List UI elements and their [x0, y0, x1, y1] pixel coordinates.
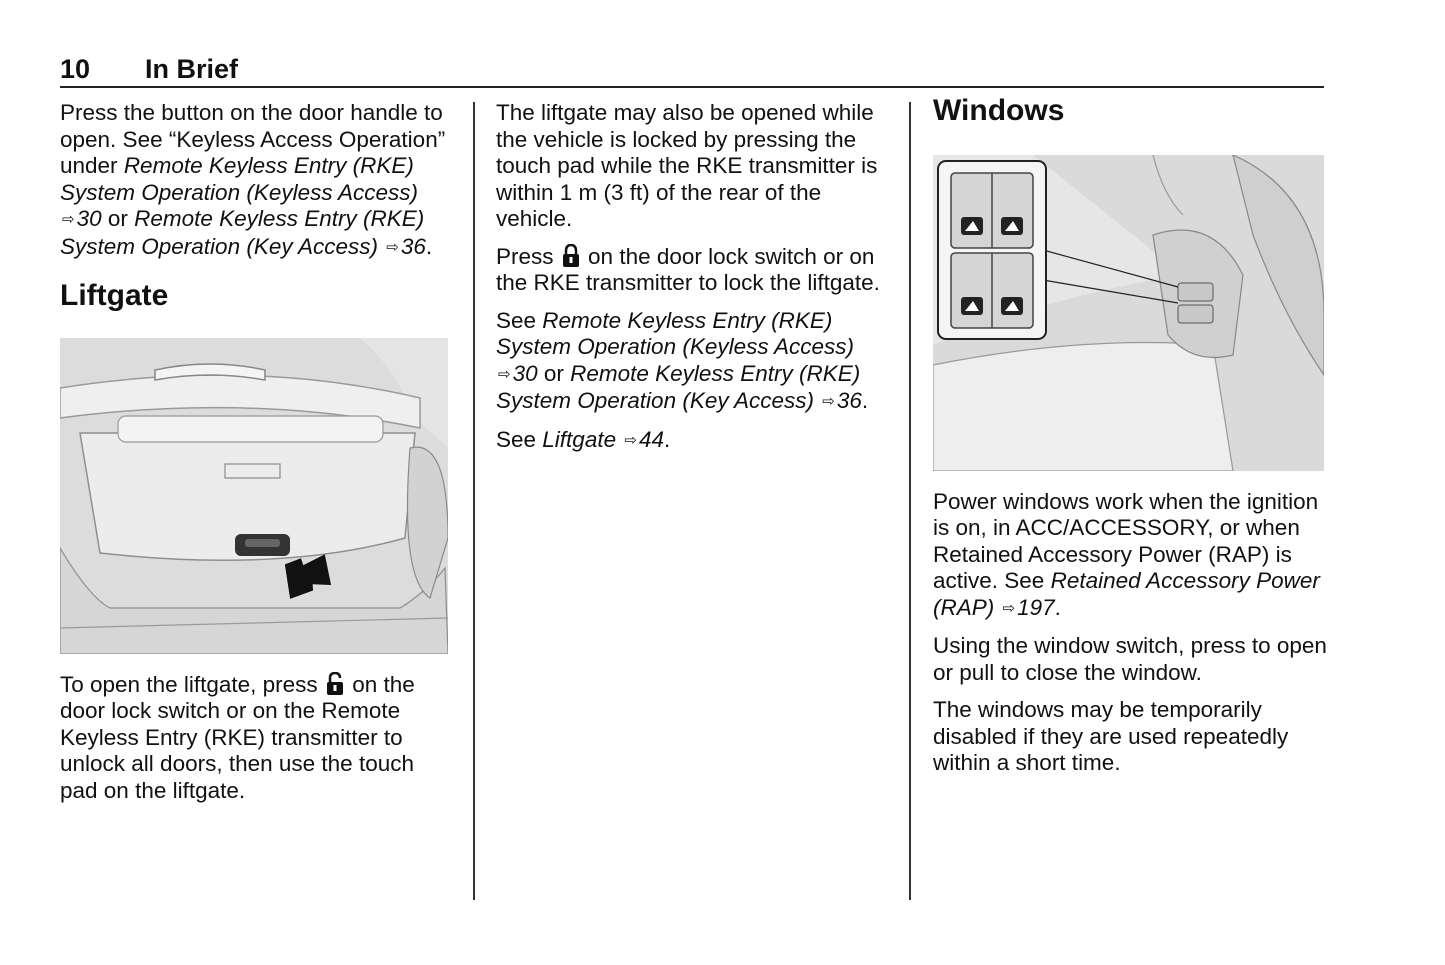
xref-page-44[interactable]: 44 — [638, 426, 664, 452]
paragraph-liftgate-locked: The liftgate may also be opened while the vehicle is locked by pressing the touch pad while the RKE transmitter is within 1 m (3 ft) of the rear of the vehicle. — [496, 100, 878, 231]
xref-rap[interactable]: Retained Accessory Power (RAP) — [933, 568, 1320, 620]
xref-page-197[interactable]: 197 — [1017, 594, 1055, 620]
xref-arrow-icon: ⇨ — [1002, 599, 1016, 617]
xref-liftgate[interactable]: Liftgate — [542, 426, 617, 452]
paragraph-windows-disabled: The windows may be temporarily disabled if they are used repeatedly within a short time. — [933, 697, 1289, 775]
page-header — [60, 52, 1324, 88]
column-divider — [473, 102, 475, 900]
xref-arrow-icon: ⇨ — [822, 393, 835, 410]
xref-rke-keyless[interactable]: Remote Keyless Entry (RKE) System Operation (Keyless Access) — [496, 307, 855, 359]
paragraph-see-rke: See Remote Keyless Entry (RKE) System Operation (Keyless Access) ⇨30 or Remote Keyless Entry (RKE) System Operation (Key Access) ⇨36. — [496, 307, 869, 413]
unlock-icon — [326, 672, 344, 696]
xref-arrow-icon: ⇨ — [386, 238, 399, 256]
paragraph-window-switch: Using the window switch, press to open or pull to close the window. — [933, 633, 1327, 685]
xref-rke-keyless[interactable]: Remote Keyless Entry (RKE) System Operation (Keyless Access) — [60, 153, 419, 205]
page-number: 10 — [60, 54, 91, 84]
paragraph-power-windows: Power windows work when the ignition is on, in ACC/ACCESSORY, or when Retained Accessory Power (RAP) is active. See Retained Accessory Power (RAP) ⇨197. — [933, 488, 1320, 620]
xref-rke-key-access[interactable]: Remote Keyless Entry (RKE) System Operation (Key Access) — [496, 360, 861, 413]
xref-arrow-icon: ⇨ — [624, 431, 637, 449]
xref-page-36[interactable]: 36 — [836, 388, 862, 413]
column-middle — [496, 100, 894, 465]
column-divider — [909, 102, 911, 900]
windows-heading: Windows — [933, 94, 1065, 127]
xref-page-30[interactable]: 30 — [512, 360, 538, 386]
xref-rke-key-access[interactable]: Remote Keyless Entry (RKE) System Operation (Key Access) — [60, 206, 425, 259]
xref-page-30[interactable]: 30 — [76, 206, 102, 231]
xref-page-36[interactable]: 36 — [400, 233, 426, 259]
xref-arrow-icon: ⇨ — [62, 211, 75, 228]
liftgate-heading: Liftgate — [60, 279, 169, 312]
column-right — [933, 94, 1328, 788]
column-left — [60, 100, 455, 815]
section-title: In Brief — [145, 54, 239, 84]
lock-icon — [562, 244, 580, 268]
paragraph-open-liftgate: To open the liftgate, press on the door lock switch or on the Remote Keyless Entry (RKE) transmitter to unlock all doors, then use the touch pad on the liftgate. — [60, 671, 415, 803]
paragraph-see-liftgate: See Liftgate ⇨44. — [496, 426, 671, 452]
xref-arrow-icon: ⇨ — [498, 365, 511, 383]
liftgate-illustration — [60, 338, 448, 654]
paragraph-lock-liftgate: Press on the door lock switch or on the RKE transmitter to lock the liftgate. — [496, 243, 880, 295]
paragraph-keyless-access: Press the button on the door handle to open. See “Keyless Access Operation” under Remote Keyless Entry (RKE) System Operation (Keyless Access) ⇨30 or Remote Keyless Entry (RKE) System Operation (Key Access) ⇨36. — [60, 100, 446, 259]
window-switch-illustration — [933, 155, 1324, 471]
